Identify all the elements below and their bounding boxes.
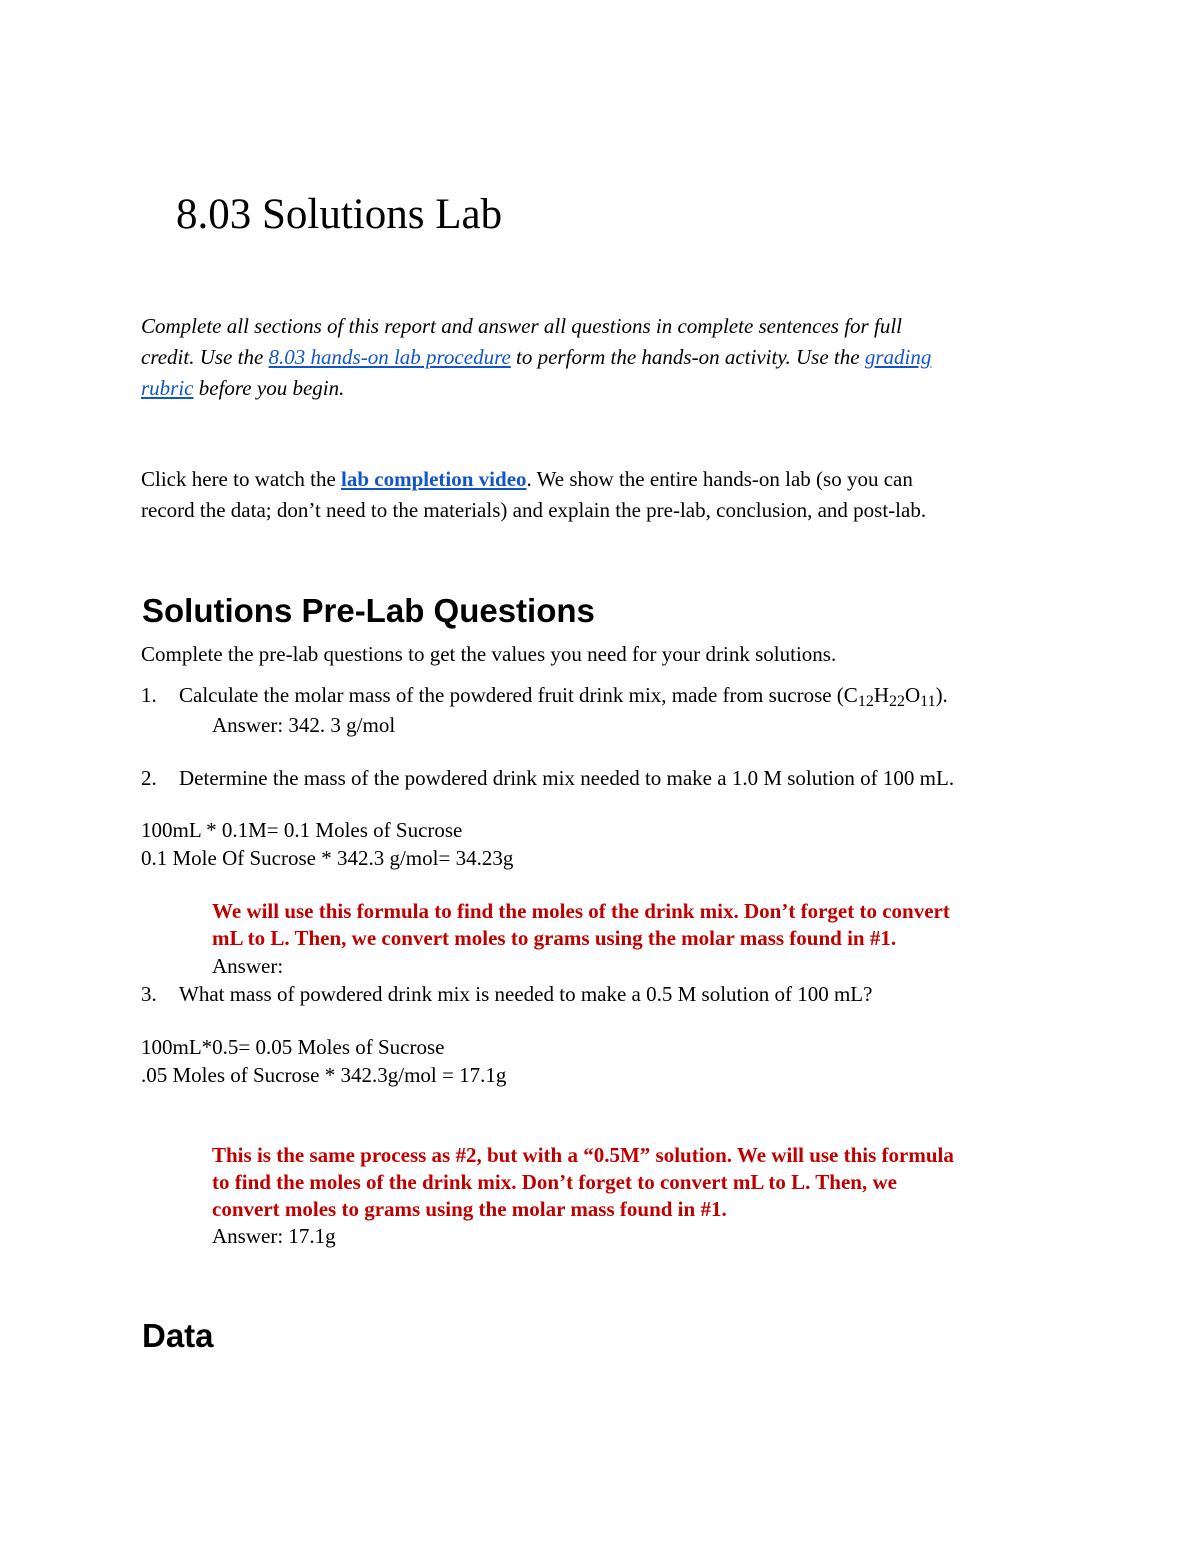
question-text: O — [904, 683, 921, 707]
question-text: Calculate the molar mass of the powdered fruit drink mix, made from sucrose (C — [179, 683, 858, 707]
question-text: H — [873, 683, 889, 707]
video-paragraph — [141, 464, 926, 526]
question-1 — [141, 680, 948, 711]
video-text: . We show the entire hands-on lab (so you can — [526, 467, 913, 491]
work-2 — [141, 816, 513, 872]
subscript: 12 — [857, 693, 874, 710]
prelab-intro: Complete the pre-lab questions to get the values you need for your drink solutions. — [141, 642, 837, 666]
prelab-heading: Solutions Pre-Lab Questions — [142, 592, 595, 629]
intro-line-1: Complete all sections of this report and answer all questions in complete sentences for full — [141, 314, 902, 338]
intro-text: credit. Use the — [141, 345, 269, 369]
question-text: What mass of powdered drink mix is needed to make a 0.5 M solution of 100 mL? — [179, 982, 873, 1006]
video-text: Click here to watch the — [141, 467, 342, 491]
intro-line-3 — [141, 373, 931, 404]
question-text: ). — [935, 683, 948, 707]
intro-text: before you begin. — [193, 376, 345, 400]
intro-text: to perform the hands-on activity. Use the — [510, 345, 865, 369]
work-line: 100mL * 0.1M= 0.1 Moles of Sucrose — [141, 818, 463, 842]
note-line: We will use this formula to find the moles of the drink mix. Don’t forget to convert — [212, 899, 950, 923]
intro-paragraph — [141, 311, 931, 404]
work-line: .05 Moles of Sucrose * 342.3g/mol = 17.1g — [141, 1063, 507, 1087]
lab-completion-video-link[interactable]: lab completion video — [341, 467, 527, 491]
question-number: 2. — [141, 766, 157, 790]
video-line-2: record the data; don’t need to the materials) and explain the pre-lab, conclusion, and post-lab. — [141, 498, 927, 522]
note-2 — [212, 898, 950, 952]
lab-procedure-link[interactable]: 8.03 hands-on lab procedure — [268, 345, 511, 369]
note-line: to find the moles of the drink mix. Don’t forget to convert mL to L. Then, we — [212, 1170, 897, 1194]
question-2 — [141, 763, 954, 794]
note-line: convert moles to grams using the molar mass found in #1. — [212, 1197, 727, 1221]
question-text: Determine the mass of the powdered drink mix needed to make a 1.0 M solution of 100 mL. — [179, 766, 955, 790]
grading-rubric-link[interactable]: rubric — [141, 376, 194, 400]
question-number: 3. — [141, 982, 157, 1006]
page-title: 8.03 Solutions Lab — [176, 191, 503, 238]
grading-rubric-link[interactable]: grading — [864, 345, 932, 369]
work-line: 100mL*0.5= 0.05 Moles of Sucrose — [141, 1035, 445, 1059]
note-line: This is the same process as #2, but with a “0.5M” solution. We will use this formula — [212, 1143, 954, 1167]
data-heading: Data — [142, 1317, 214, 1354]
question-number: 1. — [141, 683, 157, 707]
video-line-1 — [141, 464, 926, 495]
subscript: 22 — [888, 693, 905, 710]
answer-3: Answer: 17.1g — [212, 1224, 336, 1248]
question-3 — [141, 980, 872, 1008]
answer-2: Answer: — [212, 954, 284, 978]
intro-line-2 — [141, 342, 931, 373]
work-line: 0.1 Mole Of Sucrose * 342.3 g/mol= 34.23g — [141, 846, 514, 870]
note-line: mL to L. Then, we convert moles to grams using the molar mass found in #1. — [212, 926, 897, 950]
answer-1: Answer: 342. 3 g/mol — [212, 713, 396, 737]
work-3 — [141, 1033, 506, 1089]
subscript: 11 — [920, 693, 936, 710]
note-3 — [212, 1142, 954, 1223]
